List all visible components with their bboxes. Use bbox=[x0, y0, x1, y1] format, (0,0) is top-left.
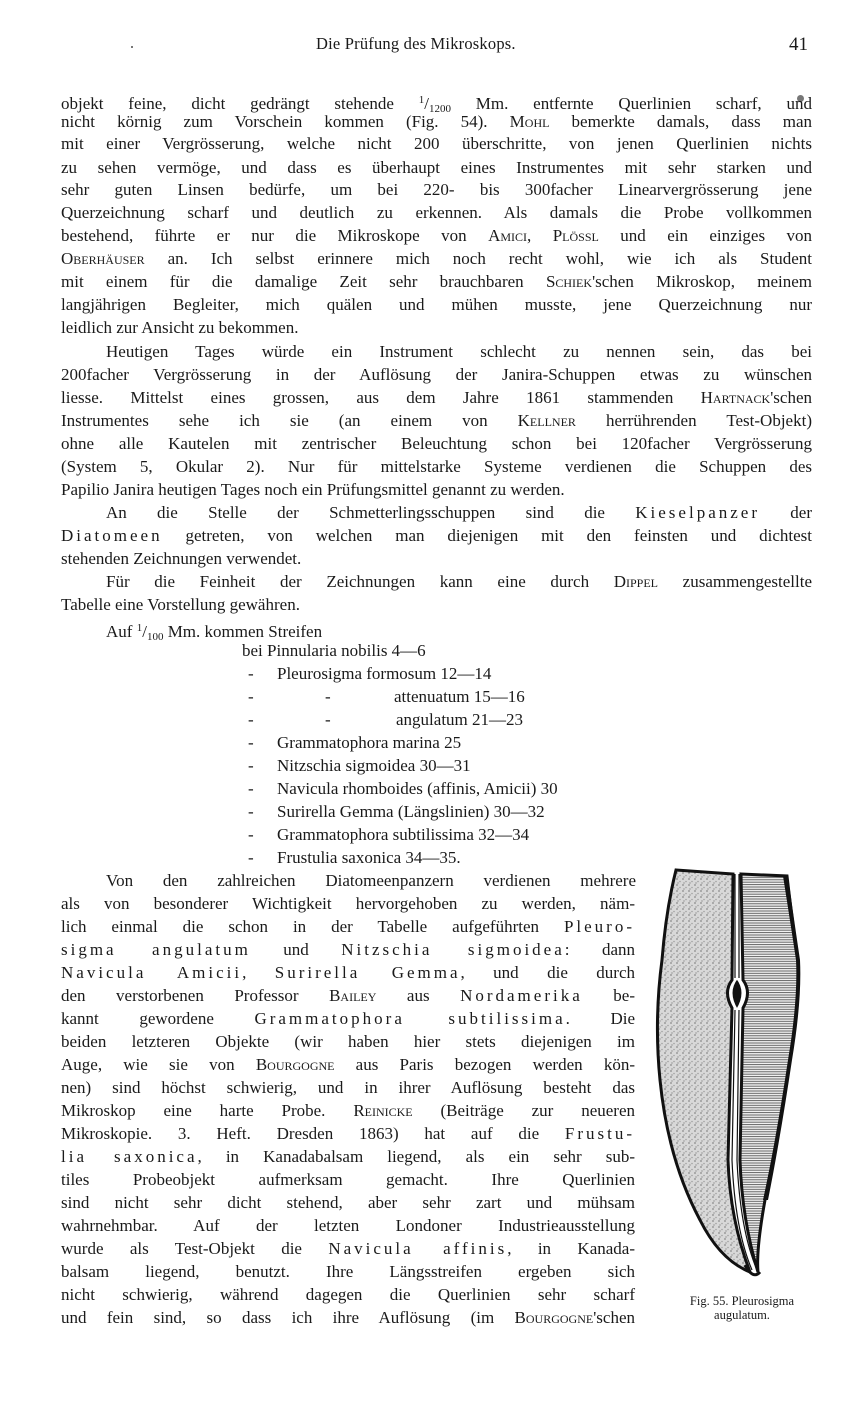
text-line: wahrnehmbar. Auf der letzten Londoner Industrieausstellung bbox=[61, 1216, 635, 1235]
text-line: Mikroskop eine harte Probe. Reinicke (Beiträge zur neueren bbox=[61, 1101, 635, 1120]
text-line: Navicula Amicii, Surirella Gemma, und die durch bbox=[61, 963, 635, 982]
text-line: objekt feine, dicht gedrängt stehende $^1/_{1200}$ Mm. entfernte Querlinien scharf, und bbox=[61, 94, 812, 115]
text-line: Auge, wie sie von Bourgogne aus Paris bezogen werden kön- bbox=[61, 1055, 635, 1074]
text-line: beiden letzteren Objekte (wir haben hier stets diejenigen im bbox=[61, 1032, 635, 1051]
text-line: Heutigen Tages würde ein Instrument schlecht zu nennen sein, das bei bbox=[106, 342, 812, 361]
diatom-valve-icon bbox=[640, 860, 850, 1300]
text-line: lia saxonica, in Kanadabalsam liegend, als ein sehr sub- bbox=[61, 1147, 636, 1166]
text-line: 200facher Vergrösserung in der Auflösung der Janira-Schuppen etwas zu wünschen bbox=[61, 365, 812, 384]
text-line: wurde als Test-Objekt die Navicula affinis, in Kanada- bbox=[61, 1239, 635, 1258]
text-line: Papilio Janira heutigen Tages noch ein Prüfungsmittel genannt zu werden. bbox=[61, 480, 565, 499]
text-line: Für die Feinheit der Zeichnungen kann eine durch Dippel zusammengestellte bbox=[106, 572, 812, 591]
text-line: ohne alle Kautelen mit zentrischer Beleuchtung schon bei 120facher Vergrösserung bbox=[61, 434, 812, 453]
text-line: sigma angulatum und Nitzschia sigmoidea: dann bbox=[61, 940, 635, 959]
text-line: Instrumentes sehe ich sie (an einem von Kellner herrührenden Test-Objekt) bbox=[61, 411, 812, 430]
text-line: stehenden Zeichnungen verwendet. bbox=[61, 549, 302, 568]
text-line: bestehend, führte er nur die Mikroskope von Amici, Plössl und ein einziges von bbox=[61, 226, 812, 245]
text-line: mit einer Vergrösserung, welche nicht 200 überschritte, von jenen Querlinien nichts bbox=[61, 134, 812, 153]
text-line: Querzeichnung scharf und deutlich zu erkennen. Als damals die Probe vollkommen bbox=[61, 203, 812, 222]
text-line: leidlich zur Ansicht zu bekommen. bbox=[61, 318, 299, 337]
text-line: liesse. Mittelst eines grossen, aus dem Jahre 1861 stammenden Hartnack'schen bbox=[61, 388, 812, 407]
text-line: den verstorbenen Professor Bailey aus Nordamerika be- bbox=[61, 986, 635, 1005]
text-line: Tabelle eine Vorstellung gewähren. bbox=[61, 595, 300, 614]
text-line: mit einem für die damalige Zeit sehr brauchbaren Schiek'schen Mikroskop, meinem bbox=[61, 272, 812, 291]
text-line: als von besonderer Wichtigkeit hervorgehoben zu werden, näm- bbox=[61, 894, 635, 913]
text-line: kannt gewordene Grammatophora subtilissima. Die bbox=[61, 1009, 636, 1028]
text-line: Von den zahlreichen Diatomeenpanzern verdienen mehrere bbox=[106, 871, 636, 890]
text-line: nicht körnig zum Vorschein kommen (Fig. 54). Mohl bemerkte damals, dass man bbox=[61, 112, 812, 131]
table-intro: Auf $^1/_{100}$ Mm. kommen Streifen bbox=[106, 622, 323, 643]
text-line: tiles Probeobjekt aufmerksam gemacht. Ihre Querlinien bbox=[61, 1170, 635, 1189]
text-line: und fein sind, so dass ich ihre Auflösung (im Bourgogne'schen bbox=[61, 1308, 635, 1327]
text-line: sind nicht sehr dicht stehend, aber sehr zart und mühsam bbox=[61, 1193, 635, 1212]
print-speck bbox=[131, 46, 133, 48]
running-title: Die Prüfung des Mikroskops. bbox=[316, 34, 516, 53]
text-line: Mikroskopie. 3. Heft. Dresden 1863) hat auf die Frustu- bbox=[61, 1124, 635, 1143]
text-line: zu sehen vermöge, und dass es überhaupt eines Instrumentes mit sehr starken und bbox=[61, 158, 812, 177]
running-header bbox=[0, 34, 860, 58]
caption-line-2: augulatum. bbox=[714, 1308, 770, 1322]
page-number: 41 bbox=[789, 34, 808, 55]
figure-caption bbox=[652, 1294, 832, 1322]
text-line: lich einmal die schon in der Tabelle aufgeführten Pleuro- bbox=[61, 917, 635, 936]
text-line: langjährigen Begleiter, mich quälen und mühen musste, jene Querzeichnung nur bbox=[61, 295, 812, 314]
text-line: Oberhäuser an. Ich selbst erinnere mich noch recht wohl, wie ich als Student bbox=[61, 249, 812, 268]
caption-line-1: Fig. 55. Pleurosigma bbox=[689, 1294, 795, 1308]
table-row-first: bei Pinnularia nobilis 4—6 bbox=[242, 641, 426, 660]
figure-pleurosigma-illustration bbox=[640, 860, 850, 1300]
text-line: Diatomeen getreten, von welchen man diejenigen mit den feinsten und dichtest bbox=[61, 526, 812, 545]
text-line: (System 5, Okular 2). Nur für mittelstarke Systeme verdienen die Schuppen des bbox=[61, 457, 812, 476]
text-line: sehr guten Linsen bedürfe, um bei 220- bis 300facher Linearvergrösserung jene bbox=[61, 180, 812, 199]
text-line: An die Stelle der Schmetterlingsschuppen sind die Kieselpanzer der bbox=[106, 503, 812, 522]
text-line: nen) sind höchst schwierig, und in ihrer Auflösung besteht das bbox=[61, 1078, 635, 1097]
text-line: nicht schwierig, während dagegen die Querlinien sehr scharf bbox=[61, 1285, 635, 1304]
text-line: balsam liegend, benutzt. Ihre Längsstreifen ergeben sich bbox=[61, 1262, 635, 1281]
